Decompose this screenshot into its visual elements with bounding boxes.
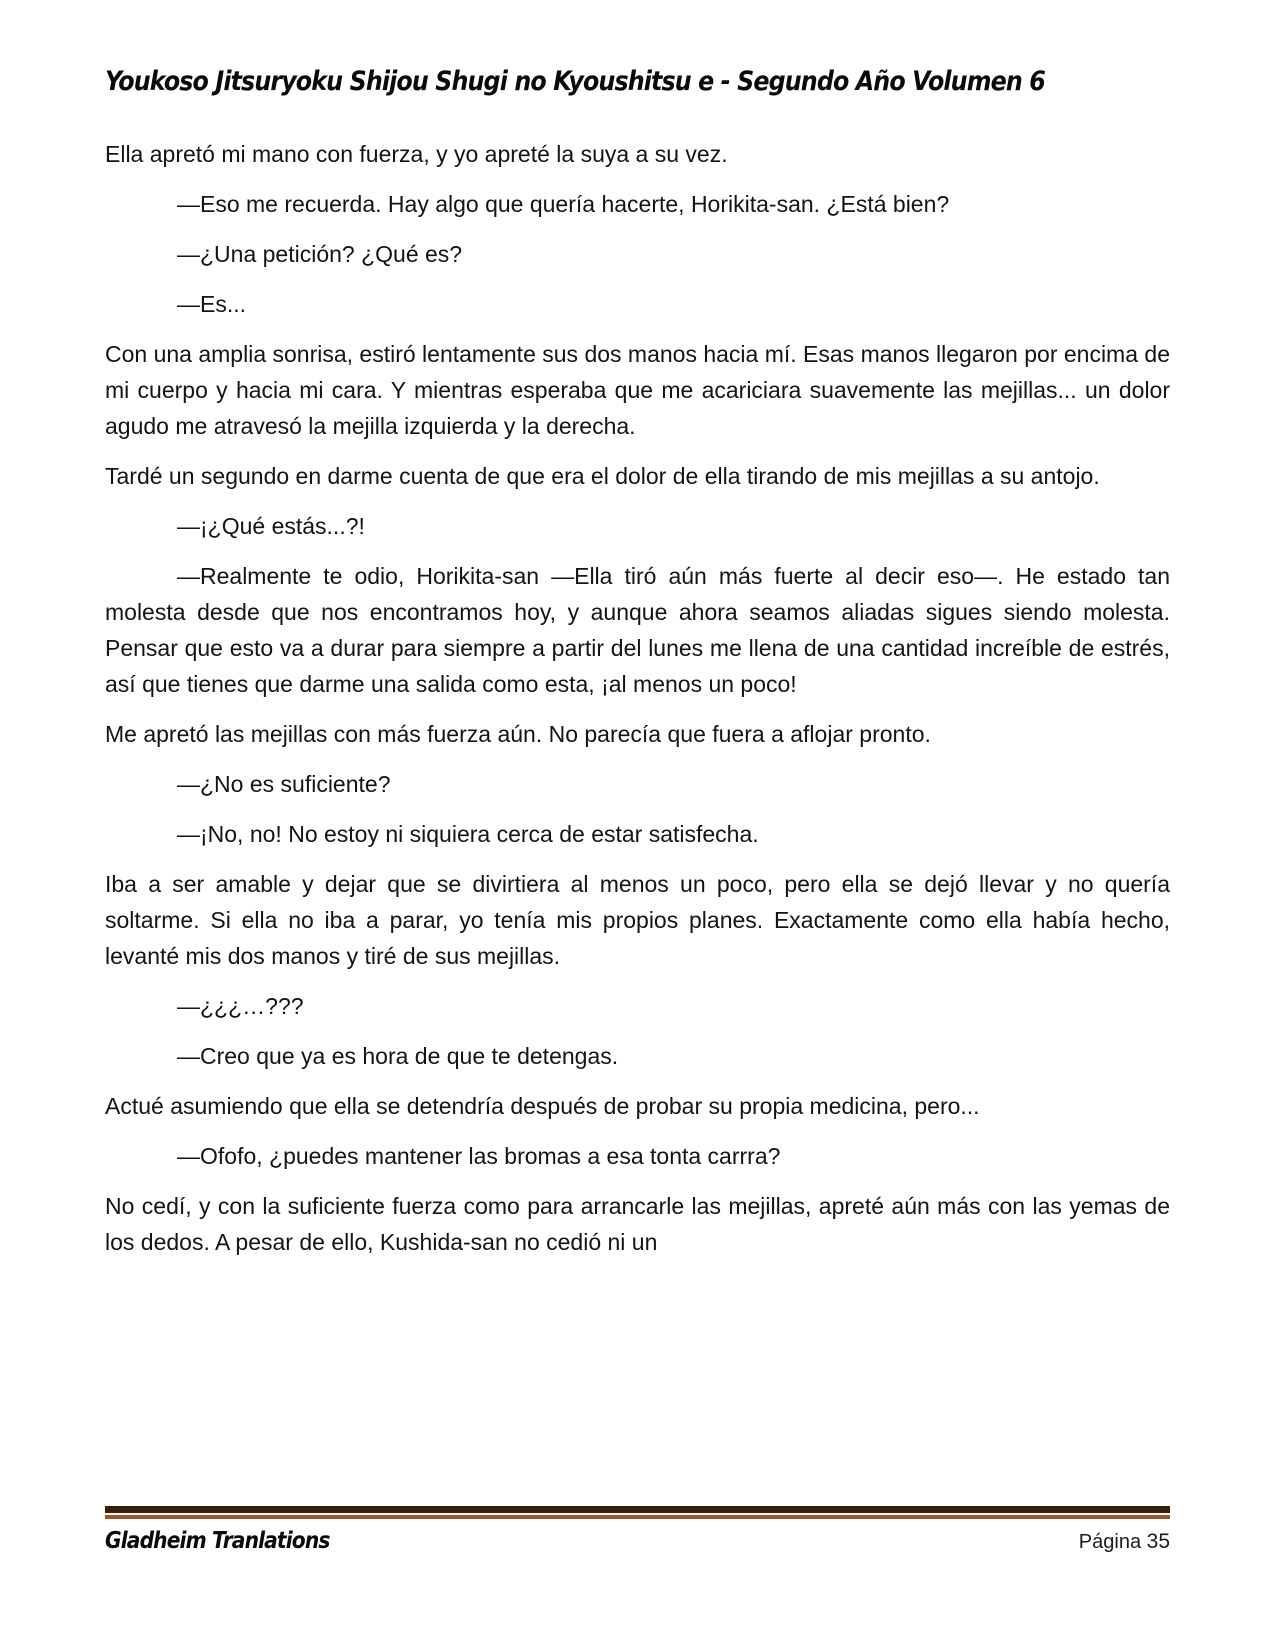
footer-rule-thin xyxy=(105,1515,1170,1519)
paragraph: Con una amplia sonrisa, estiró lentamente sus dos manos hacia mí. Esas manos llegaron por encima de mi cuerpo y hacia mi cara. Y mientras esperaba que me acariciara suavemente las mejillas... un dolor agudo me atravesó la mejilla izquierda y la derecha. xyxy=(105,341,1170,439)
footer-brand: Gladheim Tranlations xyxy=(105,1528,330,1554)
footer-row xyxy=(105,1528,1170,1554)
page-number xyxy=(1079,1530,1170,1554)
footer-rule-thick xyxy=(105,1506,1170,1513)
paragraph: Actué asumiendo que ella se detendría después de probar su propia medicina, pero... xyxy=(105,1093,980,1119)
page-footer xyxy=(105,1506,1170,1554)
paragraph: —¿¿¿…??? xyxy=(177,993,304,1019)
paragraph: Iba a ser amable y dejar que se divirtiera al menos un poco, pero ella se dejó llevar y no quería soltarme. Si ella no iba a parar, yo tenía mis propios planes. Exactamente como ella había hecho, levanté mis dos manos y tiré de sus mejillas. xyxy=(105,871,1170,969)
paragraph: —Realmente te odio, Horikita-san —Ella tiró aún más fuerte al decir eso—. He estado tan molesta desde que nos encontramos hoy, y aunque ahora seamos aliadas sigues siendo molesta. Pensar que esto va a durar para siempre a partir del lunes me llena de una cantidad increíble de estrés, así que tienes que darme una salida como esta, ¡al menos un poco! xyxy=(105,563,1170,697)
paragraph: —¿No es suficiente? xyxy=(177,771,391,797)
paragraph: —Es... xyxy=(177,291,247,317)
paragraph: —¡¿Qué estás...?! xyxy=(177,513,365,539)
paragraph: —Eso me recuerda. Hay algo que quería hacerte, Horikita-san. ¿Está bien? xyxy=(177,191,950,217)
paragraph: No cedí, y con la suficiente fuerza como para arrancarle las mejillas, apreté aún más con las yemas de los dedos. A pesar de ello, Kushida-san no cedió ni un xyxy=(105,1193,1170,1255)
paragraph: —¿Una petición? ¿Qué es? xyxy=(177,241,463,267)
page-header xyxy=(105,66,1170,97)
page-number-value: 35 xyxy=(1146,1530,1170,1553)
running-header-title: Youkoso Jitsuryoku Shijou Shugi no Kyoushitsu e - Segundo Año Volumen 6 xyxy=(105,66,1045,97)
page-number-label: Página xyxy=(1078,1531,1142,1553)
page-body xyxy=(105,136,1170,1274)
paragraph: —¡No, no! No estoy ni siquiera cerca de estar satisfecha. xyxy=(177,821,759,847)
paragraph: Me apretó las mejillas con más fuerza aún. No parecía que fuera a aflojar pronto. xyxy=(105,721,931,747)
paragraph: —Ofofo, ¿puedes mantener las bromas a esa tonta carrra? xyxy=(177,1143,781,1169)
paragraph: Tardé un segundo en darme cuenta de que era el dolor de ella tirando de mis mejillas a su antojo. xyxy=(105,463,1100,489)
paragraph: —Creo que ya es hora de que te detengas. xyxy=(177,1043,619,1069)
paragraph: Ella apretó mi mano con fuerza, y yo apreté la suya a su vez. xyxy=(105,141,728,167)
